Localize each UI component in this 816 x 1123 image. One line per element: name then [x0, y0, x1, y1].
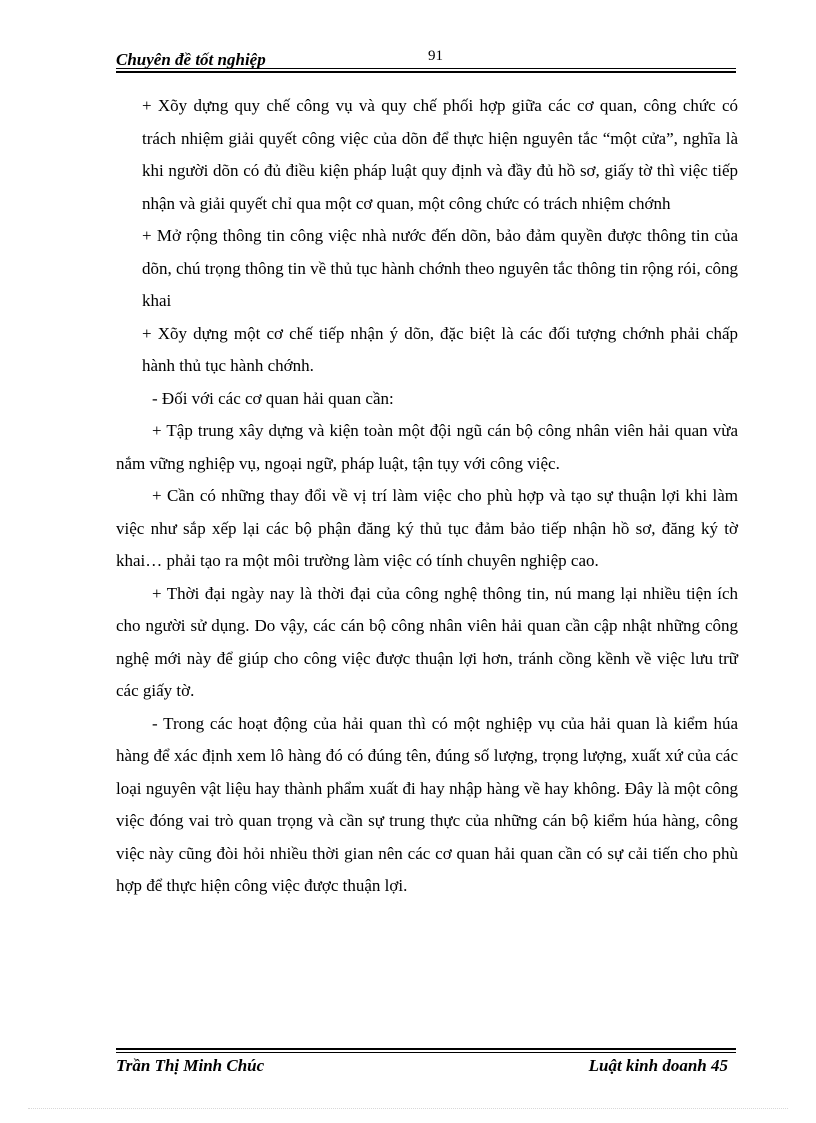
page-number: 91	[428, 48, 443, 64]
paragraph-customs-heading: - Đối với các cơ quan hải quan cần:	[152, 388, 394, 408]
paragraph-citizen-feedback: + Xõy dựng một cơ chế tiếp nhận ý dõn, đặc biệt là các đối tượng chớnh phải chấp hành thủ tục hành chớnh.	[142, 323, 738, 375]
footer-rule-thin	[116, 1052, 736, 1053]
paragraph-staff-training: + Tập trung xây dựng và kiện toàn một đội ngũ cán bộ công nhân viên hải quan vừa nắm vững nghiệp vụ, ngoại ngữ, pháp luật, tận tụy với công việc.	[116, 421, 738, 473]
paragraph-workplace-changes: + Cần có những thay đổi về vị trí làm việc cho phù hợp và tạo sự thuận lợi khi làm việc như sắp xếp lại các bộ phận đăng ký thủ tục đảm bảo tiếp nhận hồ sơ, đăng ký tờ khai… phải tạo ra một môi trường làm việc có tính chuyên nghiệp cao.	[116, 486, 738, 570]
document-body	[116, 90, 738, 903]
footer-course: Luật kinh doanh 45	[588, 1056, 728, 1075]
paragraph-public-information: + Mở rộng thông tin công việc nhà nước đến dõn, bảo đảm quyền được thông tin của dõn, chú trọng thông tin về thủ tục hành chớnh theo nguyên tắc thông tin rộng rói, công khai	[142, 226, 738, 310]
page-header	[116, 46, 736, 74]
paragraph-technology: + Thời đại ngày nay là thời đại của công nghệ thông tin, nú mang lại nhiều tiện ích cho người sử dụng. Do vậy, các cán bộ công nhân viên hải quan cần cập nhật những công nghệ mới này để giúp cho công việc được thuận lợi hơn, tránh cồng kềnh về việc lưu trữ các giấy tờ.	[116, 583, 738, 700]
paragraph-one-stop-regulation: + Xõy dựng quy chế công vụ và quy chế phối hợp giữa các cơ quan, công chức có trách nhiệm giải quyết công việc của dõn để thực hiện nguyên tắc “một cửa”, nghĩa là khi người dõn có đủ điều kiện pháp luật quy định và đầy đủ hồ sơ, giấy tờ thì việc tiếp nhận và giải quyết chỉ qua một cơ quan, một công chức có trách nhiệm chớnh	[142, 96, 738, 213]
page-footer	[116, 1048, 736, 1080]
header-rule-thin	[116, 68, 736, 69]
document-title: Chuyên đề tốt nghiệp	[116, 50, 266, 69]
footer-author: Trần Thị Minh Chúc	[116, 1056, 265, 1075]
page-bottom-dotted-border	[28, 1108, 788, 1109]
footer-rule-thick	[116, 1048, 736, 1050]
header-rule-thick	[116, 71, 736, 73]
paragraph-inspection: - Trong các hoạt động của hải quan thì có một nghiệp vụ của hải quan là kiểm húa hàng để xác định xem lô hàng đó có đúng tên, đúng số lượng, trọng lượng, xuất xứ của các loại nguyên vật liệu hay thành phẩm xuất đi hay nhập hàng về hay không. Đây là một công việc đóng vai trò quan trọng và cần sự trung thực của những cán bộ kiểm húa hàng, công việc này cũng đòi hỏi nhiều thời gian nên các cơ quan hải quan cần có sự cải tiến cho phù hợp để thực hiện công việc được thuận lợi.	[116, 713, 738, 895]
